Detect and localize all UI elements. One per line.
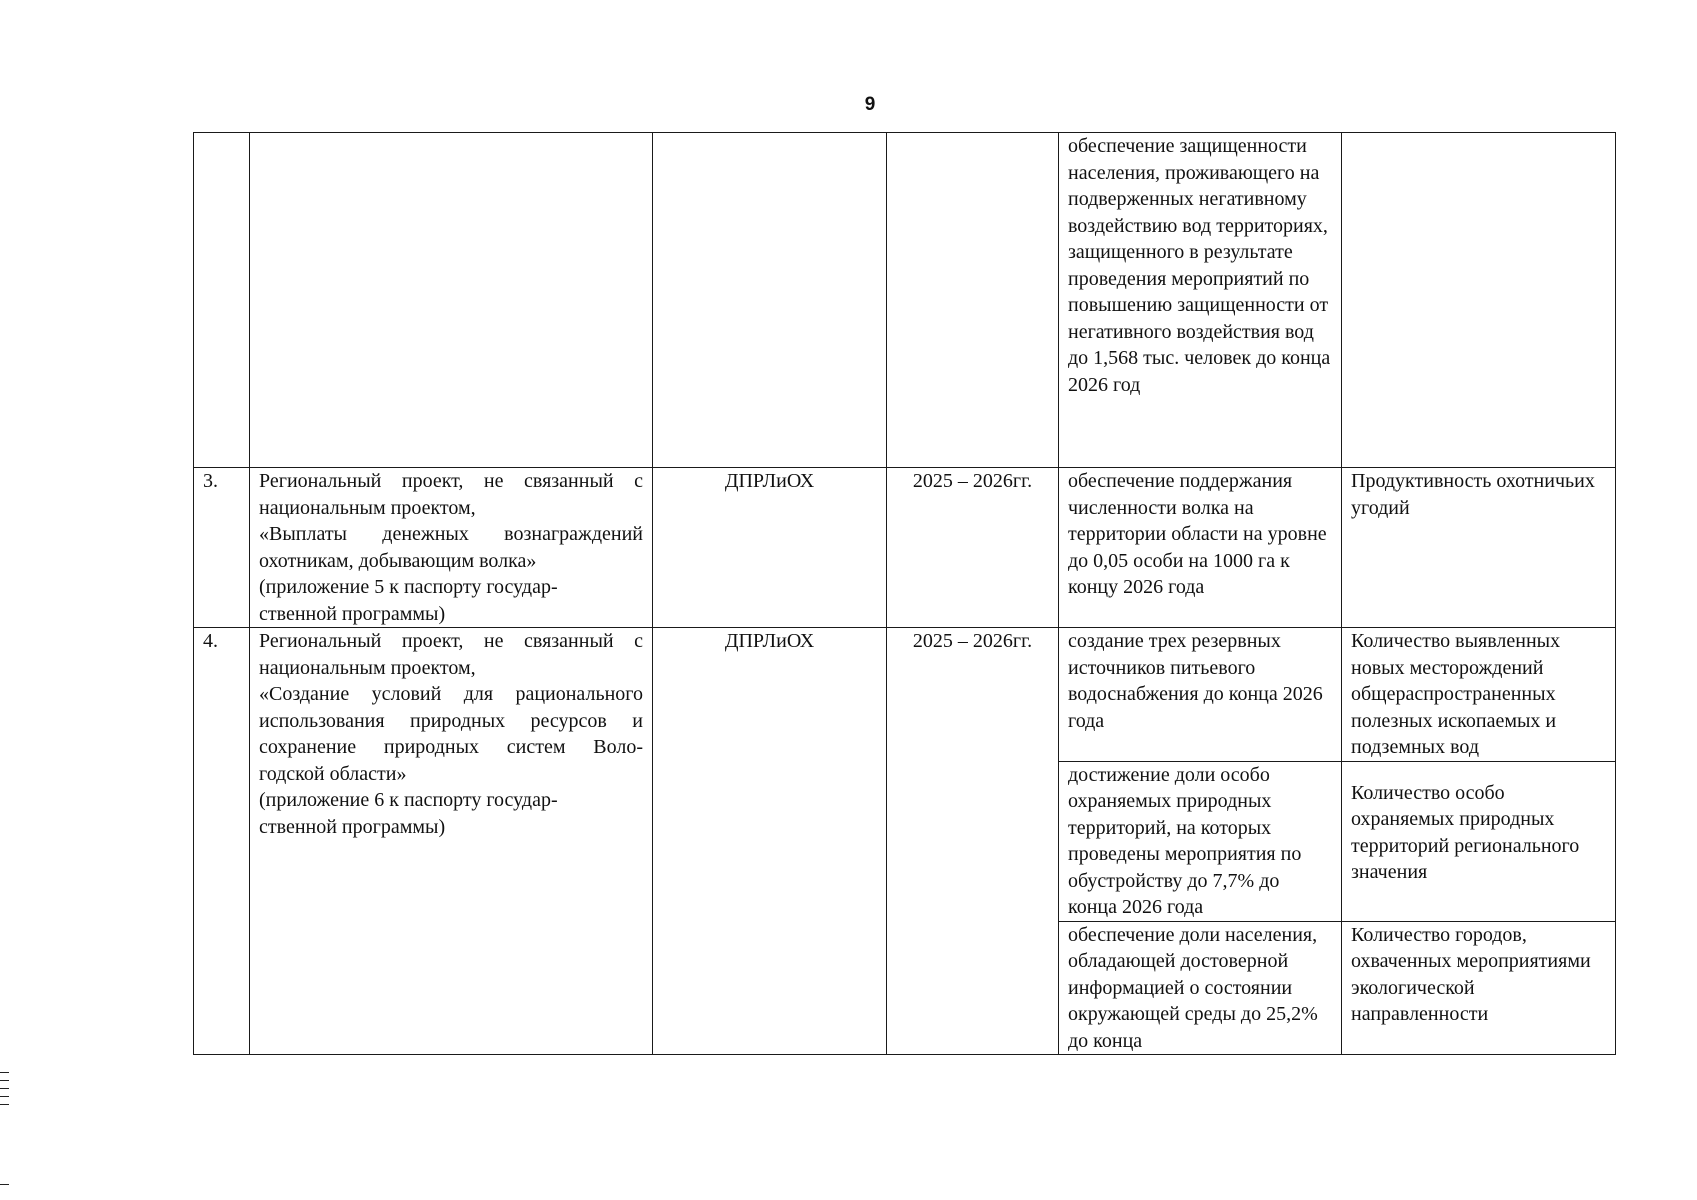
project-line: ственной программы) bbox=[259, 602, 446, 625]
program-table bbox=[193, 132, 1616, 1055]
project-line: использования природных ресурсов и bbox=[259, 709, 643, 732]
project-line: «Выплаты денежных вознаграждений bbox=[259, 523, 643, 545]
table-row bbox=[194, 468, 1616, 628]
project-line: (приложение 5 к паспорту государ- bbox=[259, 576, 558, 598]
table-row bbox=[194, 628, 1616, 762]
project-line: годской области» bbox=[259, 762, 407, 785]
row-number: 4. bbox=[194, 628, 250, 1055]
goal-cell: обеспечение защищенности населения, проживающего на подверженных негативному воздействию вод территориях, защищенного в результате проведения мероприятий по повышению защищенности от негативного воздействия вод до 1,568 тыс. человек до конца 2026 год bbox=[1059, 133, 1342, 468]
table-row bbox=[194, 133, 1616, 468]
project-cell bbox=[250, 133, 653, 468]
project-cell bbox=[250, 628, 653, 1055]
indicator-cell bbox=[1342, 133, 1616, 468]
indicator-cell: Количество выявленных новых месторождений общераспространенных полезных ископаемых и подземных вод bbox=[1342, 628, 1616, 762]
project-line: национальным проектом, bbox=[259, 656, 476, 679]
responsible-cell: ДПРЛиОХ bbox=[653, 628, 887, 1055]
goal-cell: достижение доли особо охраняемых природных территорий, на которых проведены мероприятия по обустройству до 7,7% до конца 2026 года bbox=[1059, 761, 1342, 921]
responsible-cell: ДПРЛиОХ bbox=[653, 468, 887, 628]
project-line: национальным проектом, bbox=[259, 496, 476, 519]
indicator-cell: Количество особо охраняемых природных территорий регионального значения bbox=[1342, 761, 1616, 921]
indicator-cell: Продуктивность охотничьих угодий bbox=[1342, 468, 1616, 628]
period-cell: 2025 – 2026гг. bbox=[887, 468, 1059, 628]
goal-cell: обеспечение поддержания численности волка на территории области на уровне до 0,05 особи на 1000 га к концу 2026 года bbox=[1059, 468, 1342, 628]
project-line: сохранение природных систем Воло- bbox=[259, 736, 643, 758]
project-line: ственной программы) bbox=[259, 815, 446, 838]
row-number bbox=[194, 133, 250, 468]
row-number: 3. bbox=[194, 468, 250, 628]
project-line: (приложение 6 к паспорту государ- bbox=[259, 789, 558, 811]
scan-edge-marks bbox=[0, 0, 12, 1200]
project-line: «Создание условий для рационального bbox=[259, 683, 643, 705]
project-cell bbox=[250, 468, 653, 628]
project-line: охотникам, добывающим волка» bbox=[259, 549, 537, 572]
goal-cell: обеспечение доли населения, обладающей достоверной информацией о состоянии окружающей среды до 25,2% до конца bbox=[1059, 921, 1342, 1055]
period-cell bbox=[887, 133, 1059, 468]
indicator-cell: Количество городов, охваченных мероприятиями экологической направленности bbox=[1342, 921, 1616, 1055]
period-cell: 2025 – 2026гг. bbox=[887, 628, 1059, 1055]
project-line: Региональный проект, не связанный с bbox=[259, 630, 643, 652]
responsible-cell bbox=[653, 133, 887, 468]
goal-cell: создание трех резервных источников питьевого водоснабжения до конца 2026 года bbox=[1059, 628, 1342, 762]
page-number: 9 bbox=[864, 94, 876, 115]
project-line: Региональный проект, не связанный с bbox=[259, 470, 643, 492]
